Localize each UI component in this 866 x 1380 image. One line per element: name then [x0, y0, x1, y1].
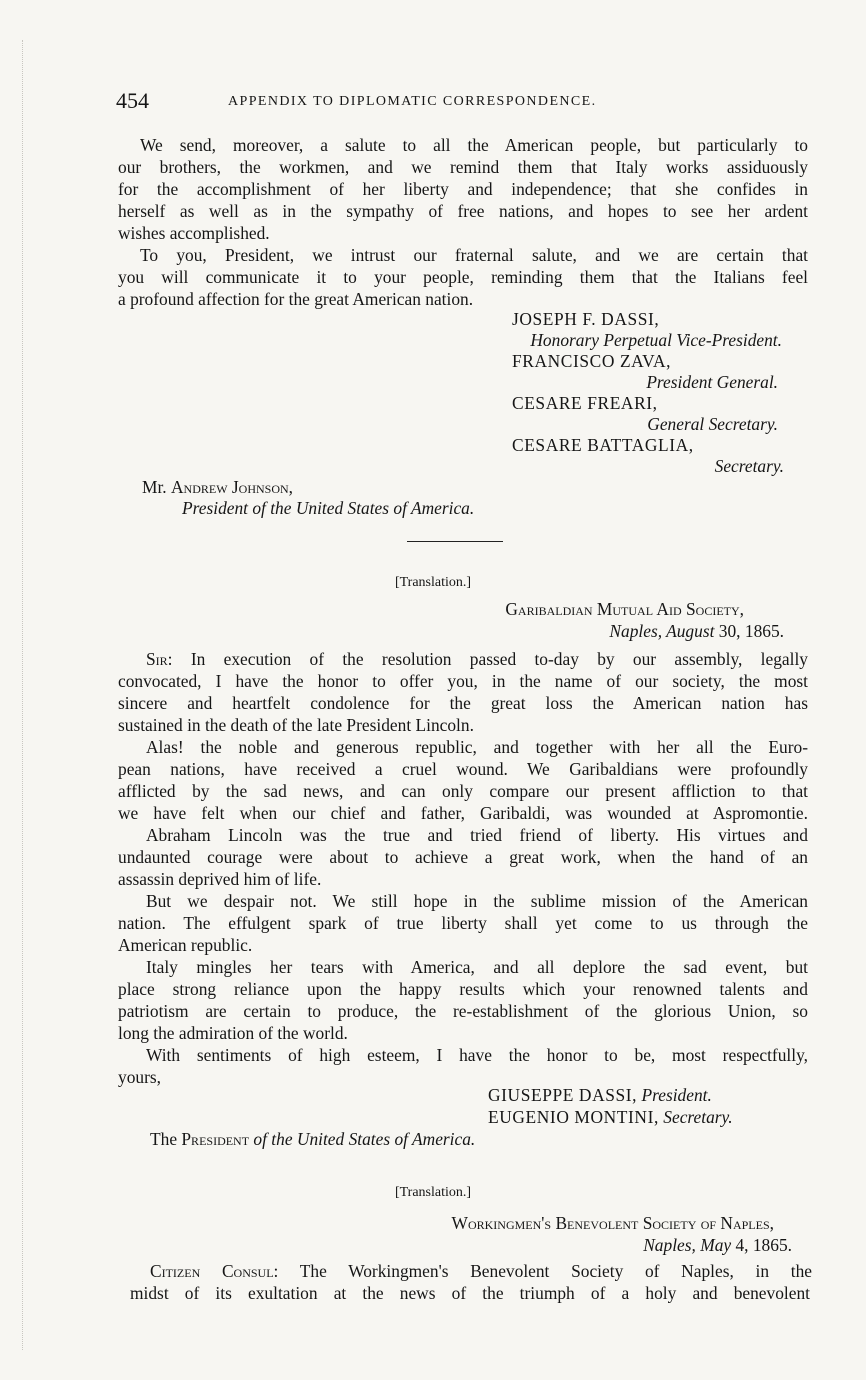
- addressee-prefix: Mr.: [142, 477, 171, 497]
- section-divider: [407, 541, 503, 542]
- addressee: [150, 1128, 475, 1150]
- signature-name: CESARE FREARI,: [512, 393, 658, 413]
- signature-title: Secretary.: [714, 456, 784, 476]
- place-date-text: Naples, May: [643, 1235, 732, 1255]
- paragraph-line: Alas! the noble and generous republic, and together with her all the Euro-: [146, 737, 808, 757]
- translation-label: [Translation.]: [394, 1185, 472, 1200]
- addressee: [142, 476, 293, 498]
- paragraph-line: undaunted courage were about to achieve a great work, when the hand of an: [118, 847, 808, 867]
- signature-title: Honorary Perpetual Vice-President.: [530, 330, 782, 350]
- society-heading: Workingmen's Benevolent Society of Naples,: [451, 1213, 774, 1233]
- paragraph-line: a profound affection for the great American nation.: [118, 289, 474, 309]
- paragraph-line: long the admiration of the world.: [118, 1023, 348, 1043]
- paragraph-line: We send, moreover, a salute to all the American people, but particularly to: [140, 135, 808, 155]
- page-header: [116, 88, 806, 118]
- signature-line: [488, 1106, 733, 1128]
- paragraph-line: herself as well as in the sympathy of free nations, and hopes to see her ardent: [118, 201, 808, 221]
- signature-name: GIUSEPPE DASSI,: [488, 1085, 638, 1105]
- paragraph-line: you will communicate it to your people, reminding them that the Italians feel: [118, 267, 808, 287]
- paragraph-line: place strong reliance upon the happy results which your renowned talents and: [118, 979, 808, 999]
- page-margin-mark: [22, 40, 23, 1350]
- paragraph-line: yours,: [118, 1067, 161, 1087]
- salutation-text: The Workingmen's Benevolent Society of Naples, in the: [278, 1261, 812, 1281]
- salutation: Sir:: [146, 649, 173, 669]
- paragraph-line: patriotism are certain to produce, the re-establishment of the glorious Union, so: [118, 1001, 808, 1021]
- paragraph-line: sustained in the death of the late President Lincoln.: [118, 715, 474, 735]
- translation-label: [Translation.]: [394, 575, 472, 590]
- paragraph-line: Italy mingles her tears with America, and all deplore the sad event, but: [146, 957, 808, 977]
- running-title: APPENDIX TO DIPLOMATIC CORRESPONDENCE.: [228, 94, 597, 109]
- date-number: 4, 1865.: [735, 1235, 792, 1255]
- paragraph-line: American republic.: [118, 935, 253, 955]
- signature-title: President General.: [646, 372, 778, 392]
- salutation: Citizen Consul:: [150, 1261, 279, 1281]
- paragraph-line: [150, 1260, 812, 1282]
- date-number: 30, 1865.: [718, 621, 784, 641]
- paragraph-line: pean nations, have received a cruel wound. We Garibaldians were profoundly: [118, 759, 808, 779]
- paragraph-line: for the accomplishment of her liberty and independence; that she confides in: [118, 179, 808, 199]
- addressee-title: President of the United States of America.: [182, 498, 475, 518]
- paragraph-line: assassin deprived him of life.: [118, 869, 322, 889]
- addressee-title: of the United States of America.: [253, 1129, 476, 1149]
- signature-name: JOSEPH F. DASSI,: [512, 309, 660, 329]
- signature-title: General Secretary.: [647, 414, 778, 434]
- place-date: [380, 620, 784, 642]
- paragraph-line: wishes accomplished.: [118, 223, 270, 243]
- paragraph-line: Abraham Lincoln was the true and tried friend of liberty. His virtues and: [146, 825, 808, 845]
- signature-line: [488, 1084, 712, 1106]
- paragraph-line: midst of its exultation at the news of the triumph of a holy and benevolent: [130, 1283, 810, 1303]
- signature-name: FRANCISCO ZAVA,: [512, 351, 672, 371]
- society-heading: Garibaldian Mutual Aid Society,: [505, 599, 744, 619]
- paragraph-line: [146, 648, 808, 670]
- paragraph-line: convocated, I have the honor to offer you, in the name of our society, the most: [118, 671, 808, 691]
- signature-name: CESARE BATTAGLIA,: [512, 435, 694, 455]
- paragraph-line: we have felt when our chief and father, Garibaldi, was wounded at Aspromontie.: [118, 803, 808, 823]
- place-date: [380, 1234, 792, 1256]
- page-number: 454: [116, 88, 149, 113]
- salutation-text: In execution of the resolution passed to-day by our assembly, legally: [172, 649, 808, 669]
- signature-name: EUGENIO MONTINI,: [488, 1107, 659, 1127]
- paragraph-line: afflicted by the sad news, and can only compare our present affliction to that: [118, 781, 808, 801]
- addressee-name: President: [181, 1129, 250, 1149]
- signature-title: President.: [641, 1085, 712, 1105]
- paragraph-line: But we despair not. We still hope in the sublime mission of the American: [146, 891, 808, 911]
- paragraph-line: To you, President, we intrust our fraternal salute, and we are certain that: [140, 245, 808, 265]
- place-date-text: Naples, August: [609, 621, 715, 641]
- signature-title: Secretary.: [663, 1107, 733, 1127]
- paragraph-line: nation. The effulgent spark of true liberty shall yet come to us through the: [118, 913, 808, 933]
- addressee-name: Andrew Johnson,: [171, 477, 294, 497]
- paragraph-line: our brothers, the workmen, and we remind them that Italy works assiduously: [118, 157, 808, 177]
- paragraph-line: With sentiments of high esteem, I have the honor to be, most respectfully,: [146, 1045, 808, 1065]
- addressee-prefix: The: [150, 1129, 182, 1149]
- paragraph-line: sincere and heartfelt condolence for the great loss the American nation has: [118, 693, 808, 713]
